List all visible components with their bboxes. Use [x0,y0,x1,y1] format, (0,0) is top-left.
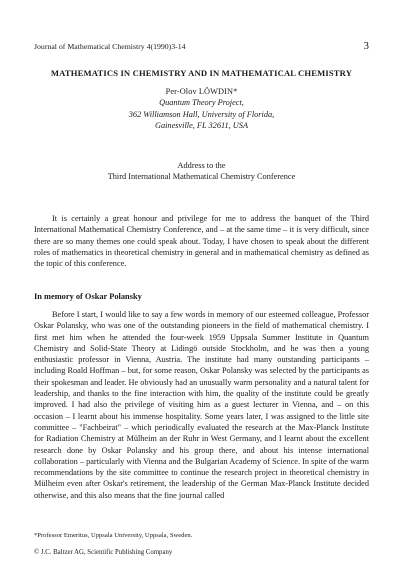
journal-citation: Journal of Mathematical Chemistry 4(1990)3-14 [34,42,186,51]
page-number: 3 [363,40,369,52]
address-line-2: Third International Mathematical Chemistry Conference [107,172,296,182]
affiliation-line: Quantum Theory Project, [159,98,244,108]
copyright-line: © J.C. Baltzer AG, Scientific Publishing Company [34,549,173,556]
section-paragraph: Before I start, I would like to say a few words in memory of our esteemed colleague, Professor Oskar Polansky, who was one of the outstanding pioneers in the field of mathematical chemistry. I first met him when he attended the four-week 1959 Uppsala Summer Institute in Quantum Chemistry and Solid-State Theory at Lidingö outside Stockholm, and he was then a young enthusiastic professor in Vienna, Austria. The institute had many outstanding participants – including Roald Hoffman – but, for some reason, Oskar Polansky was selected by the participants as their spokesman and leader. He obviously had an unusually warm personality and a natural talent for leadership, and thanks to the fine interaction with him, the quality of the institute could be greatly improved. I had also the privilege of visiting him as a guest lecturer in Vienna, and – on this occasion – I learnt about his immense hospitality. Some years later, I was assigned to the little site committee – "Fachbeirat" – which periodically evaluated the research at the Max-Planck Institute for Radiation Chemistry at Mülheim an der Ruhr in West Germany, and I learnt about the excellent research done by Oskar Polansky and his group there, and about his intense international collaboration – particularly with Vienna and the Bulgarian Academy of Science. In spite of the warm recommendations by the site committee to continue the research project in theoretical chemistry in Mülheim even after Oskar's retirement, the leadership of the German Max-Planck Institute decided otherwise, and this also means that the fine journal called [34,310,369,500]
footnote: *Professor Emeritus, Uppsala University, Uppsala, Sweden. [34,532,193,539]
address-note [34,160,369,183]
running-head [34,40,369,52]
author-block [34,86,369,132]
author-name: Per-Olov LÖWDIN [165,87,234,96]
author-line [34,86,369,97]
affiliation-line: Gainesville, FL 32611, USA [154,121,249,131]
intro-paragraph: It is certainly a great honour and privilege for me to address the banquet of the Third International Mathematical Chemistry Conference, and – at the same time – it is very difficult, since there are so many themes one could speak about. Today, I have chosen to speak about the different roles of mathematics in theoretical chemistry in general and in mathematical chemistry as defined as the topic of this conference. [34,214,369,269]
article-title: MATHEMATICS IN CHEMISTRY AND IN MATHEMATICAL CHEMISTRY [50,68,353,78]
author-footnote-mark: * [233,87,238,96]
affiliation-line: 362 Williamson Hall, University of Florida, [128,109,275,119]
section-heading: In memory of Oskar Polansky [34,292,142,301]
address-line-1: Address to the [177,161,226,170]
